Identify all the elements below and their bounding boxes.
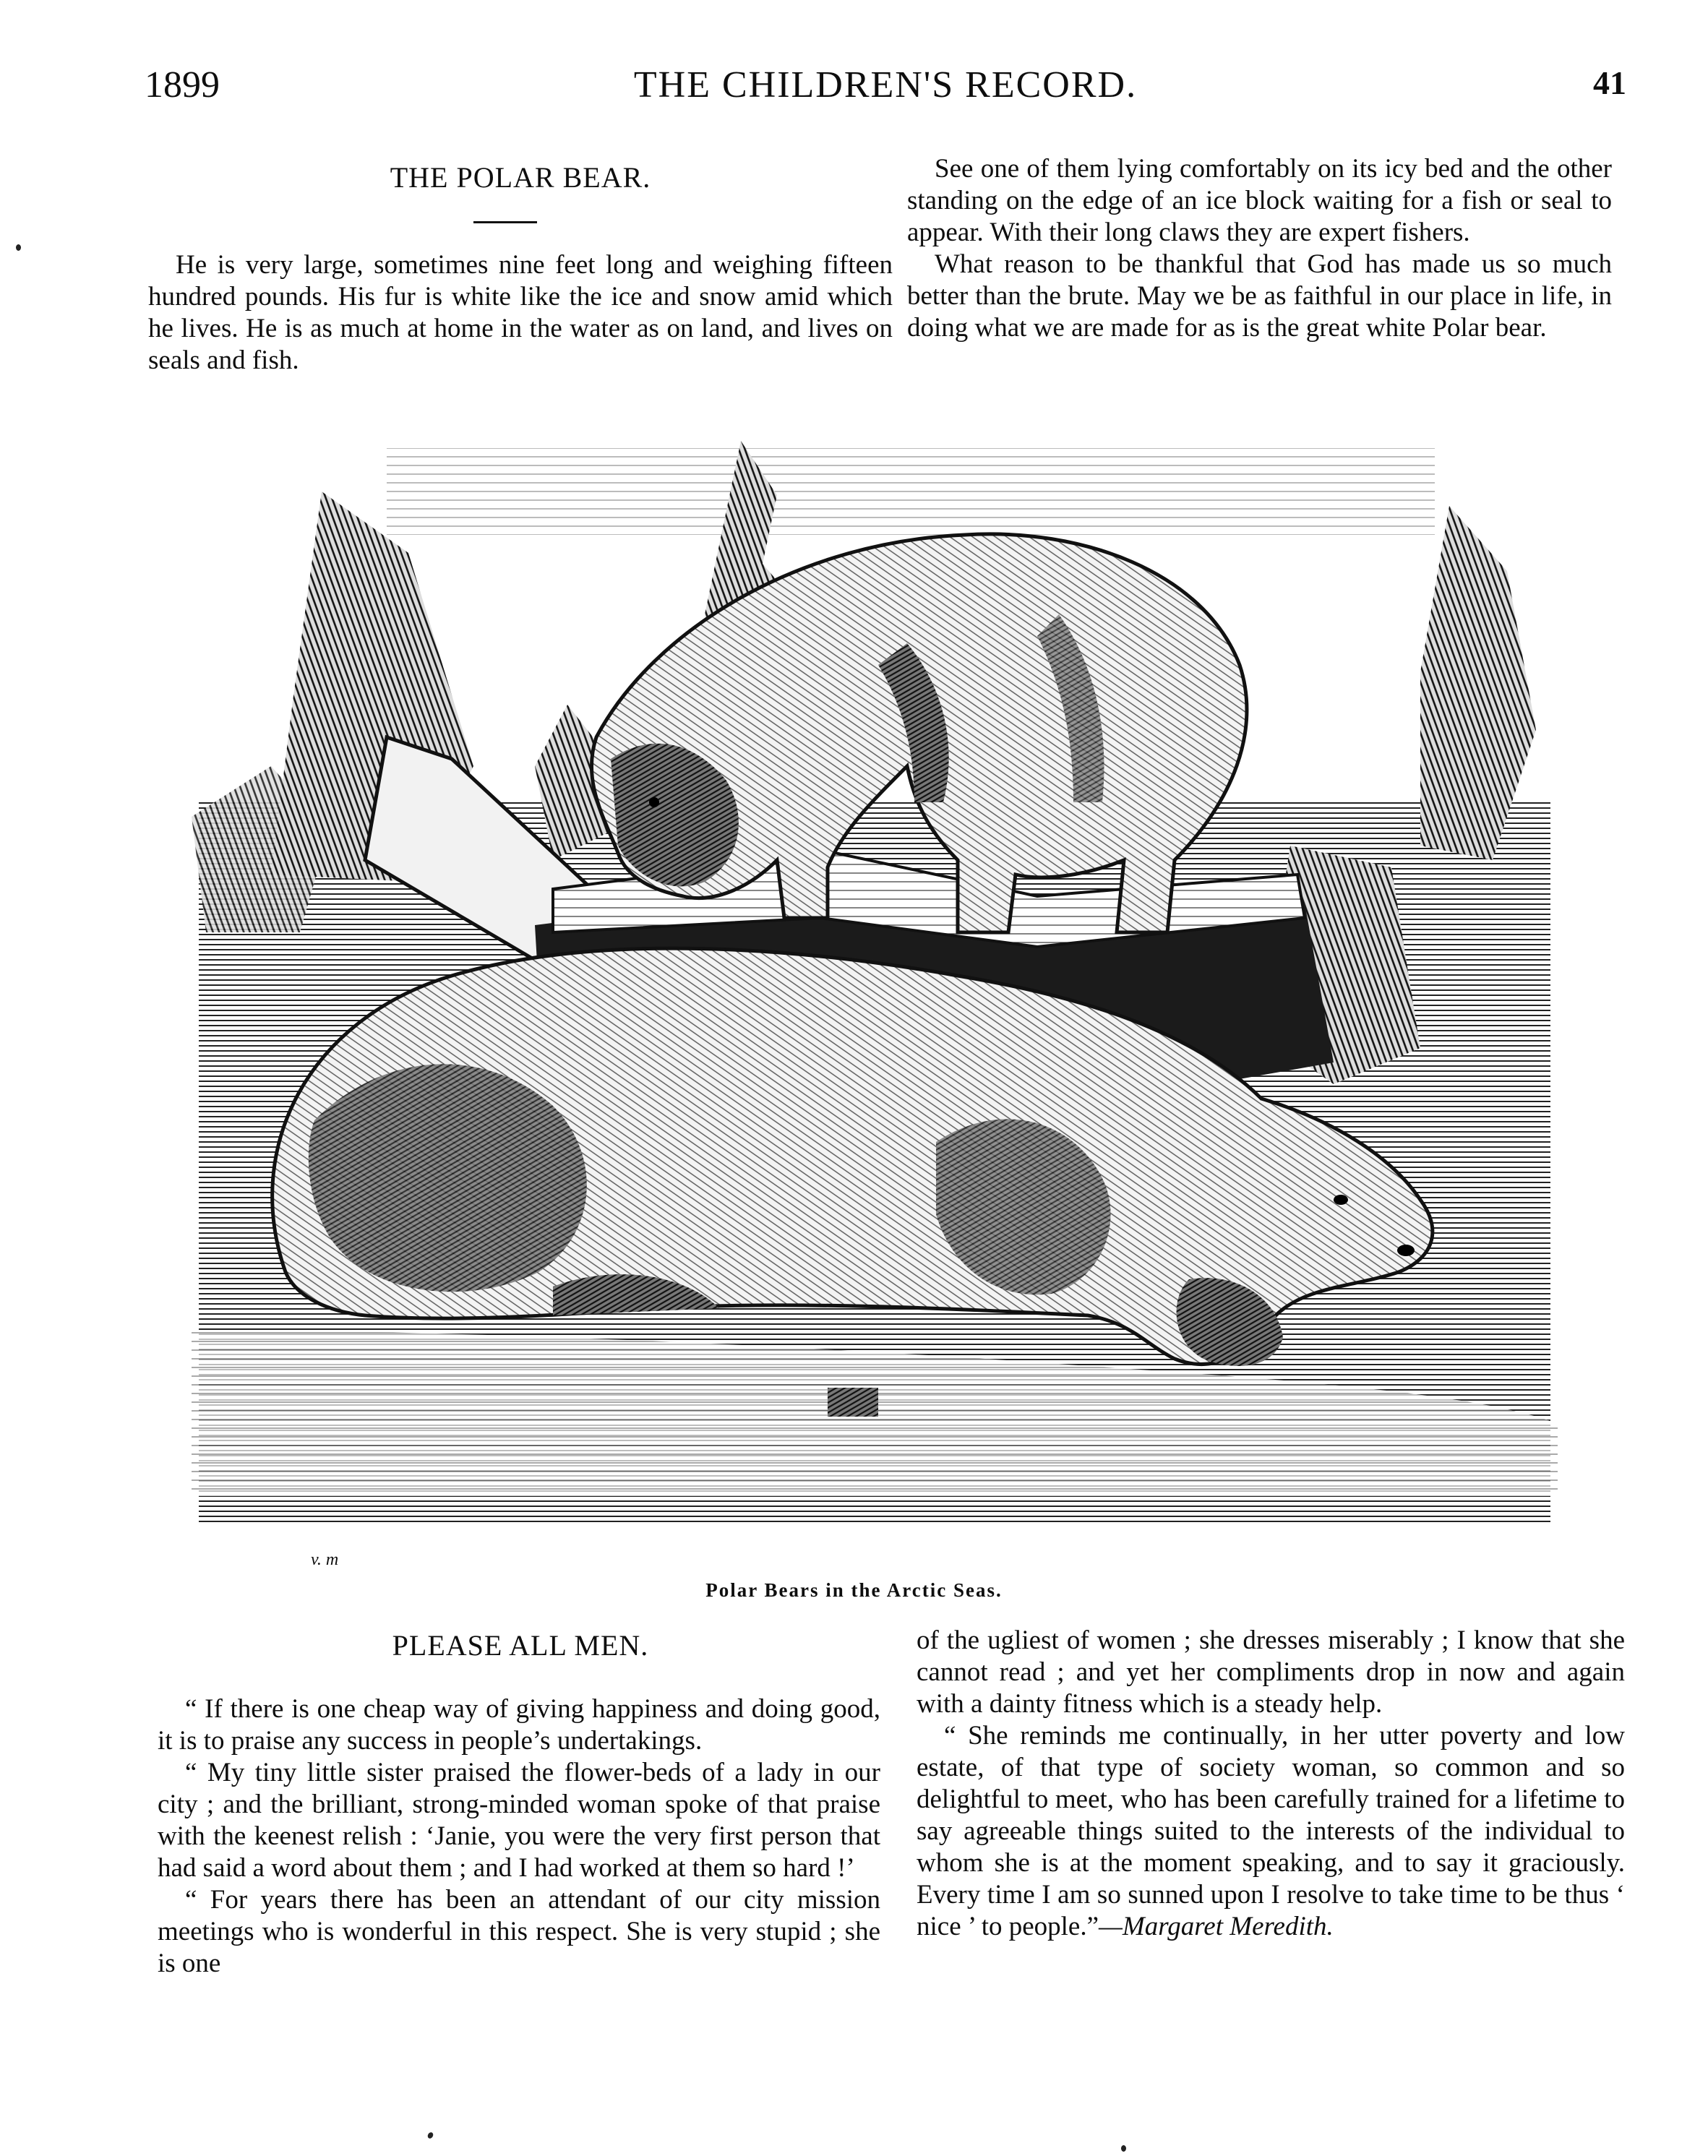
- please-all-men-closing-text: “ She reminds me continually, in her utter poverty and low estate, of that type of society woman, so common and so delightful to meet, who has been carefully trained for a lifetime to say agreeable things suited to the interests of the individual to whom she is at the moment speaking, and to say it graciously. Every time I am so sunned upon I resolve to take time to be thus ‘ nice ’ to people.”: [917, 1721, 1625, 1941]
- print-speck: [426, 2131, 434, 2139]
- header-year: 1899: [145, 64, 220, 106]
- polar-bear-paragraph: He is very large, sometimes nine feet long and weighing fifteen hundred pounds. His fur is white like the ice and snow amid which he lives. He is as much at home in the water as on land, and lives on seals and fish.: [148, 250, 893, 375]
- author-attribution: —Margaret Meredith.: [1099, 1912, 1334, 1941]
- please-all-men-right-column: [917, 1625, 1625, 1943]
- polar-bear-paragraph: See one of them lying comfortably on its icy bed and the other standing on the edge of an ice block waiting for a fish or seal to appear. With their long claws they are expert fishers.: [907, 154, 1612, 247]
- please-all-men-left-column: [158, 1693, 880, 1980]
- header-title: THE CHILDREN'S RECORD.: [633, 64, 1138, 106]
- article-title-polar-bear: THE POLAR BEAR.: [390, 161, 651, 194]
- please-all-men-paragraph: “ For years there has been an attendant of our city mission meetings who is wonderful in this respect. She is very stupid ; she is one: [158, 1885, 880, 1978]
- engraver-signature: v. m: [311, 1550, 339, 1569]
- print-speck: [16, 244, 21, 251]
- please-all-men-paragraph: “ My tiny little sister praised the flower-beds of a lady in our city ; and the brilliant, strong-minded woman spoke of that praise with the keenest relish : ‘Janie, you were the very first person that had said a word about them ; and I had worked at them so hard !’: [158, 1758, 880, 1883]
- polar-bears-engraving: [148, 426, 1583, 1550]
- please-all-men-paragraph: [917, 1720, 1625, 1943]
- page-number: 41: [1593, 64, 1626, 101]
- print-speck: [1121, 2145, 1126, 2152]
- running-header: [145, 64, 1626, 114]
- article-title-please-all-men: PLEASE ALL MEN.: [392, 1629, 649, 1662]
- please-all-men-paragraph: of the ugliest of women ; she dresses miserably ; I know that she cannot read ; and yet her compliments drop in now and again with a dainty fitness which is a steady help.: [917, 1625, 1625, 1719]
- illustration-caption: Polar Bears in the Arctic Seas.: [705, 1579, 1003, 1601]
- title-rule: [473, 221, 537, 223]
- please-all-men-paragraph: “ If there is one cheap way of giving happiness and doing good, it is to praise any success in people’s undertakings.: [158, 1694, 880, 1756]
- polar-bear-left-column: [148, 249, 893, 377]
- polar-bear-paragraph: What reason to be thankful that God has made us so much better than the brute. May we be as faithful in our place in life, in doing what we are made for as is the great white Polar bear.: [907, 249, 1612, 343]
- polar-bear-right-column: [907, 153, 1612, 344]
